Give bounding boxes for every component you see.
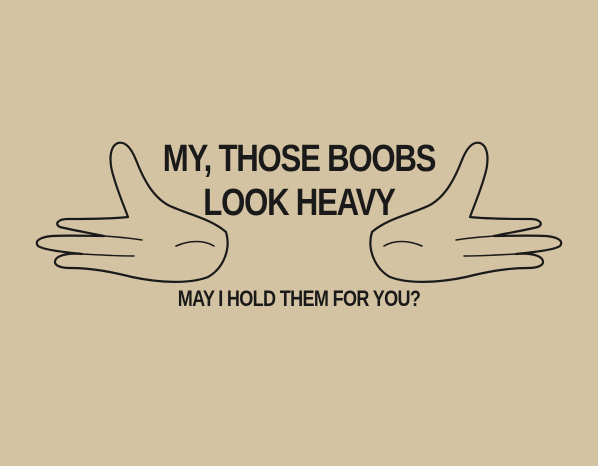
headline-line-1: MY, THOSE BOOBS [162,138,436,180]
tagline: MAY I HOLD THEM FOR YOU? [177,286,421,311]
headline-line-2: LOOK HEAVY [203,182,395,224]
